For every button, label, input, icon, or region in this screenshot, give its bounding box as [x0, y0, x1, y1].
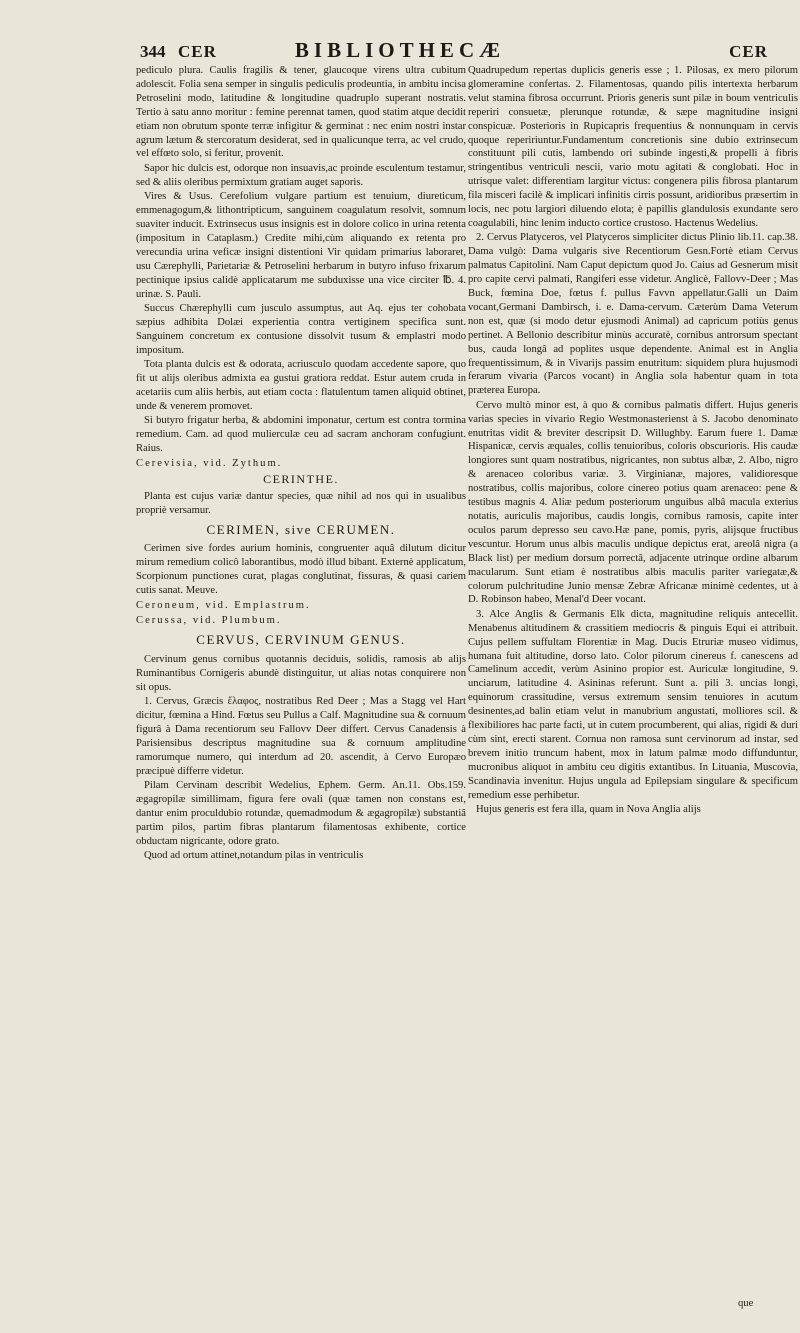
paragraph: 2. Cervus Platyceros, vel Platyceros simpliciter dictus Plinio lib.11. cap.38. Dama vulgò: Dama vulgaris sive Recentiorum Gesn.Fortè etiam Cervus palmatus Capitolini. Nam Caput depictum quod Jo. Caius ad Gesnerum misit pro capite cervi palmati, Rangiferi esse videtur. Anglicè, Fallovv-Deer ; Mas Buck, fœmina Doe, fœtus f. pullus Favvn appellatur.Galli un Daim vocant,Germani Dambirsch, i. e. Dama-cervum. Cæterùm Dama Veterum non est, quæ (si modo detur ejusmodi Animal) ad capricum potiùs genus pertinet. A Bellonio describitur minùs accuratè, cornibus antrorsum spectant bus, cauda longâ ad poplites usque dependente. Animal est in Anglia frequentissimum, & in Vivarijs passim enutritum: siquidem plura hujusmodi ferarum vivaria (Parcos vocant) in Anglia sola habentur quam in tota præterea Europa. [468, 232, 798, 397]
right-column [468, 64, 798, 817]
page-header [0, 0, 800, 62]
cross-reference: Ceroneum, vid. Emplastrum. [136, 600, 311, 612]
paragraph: 3. Alce Anglis & Germanis Elk dicta, magnitudine reliquis antecellit. Menabenus altitudinem & crassitiem mediocris & pinguis Equi ei attribuit. Cujus pellem suffultam Florentiæ in Mag. Ducis Etruriæ museo vidimus, humana fuit altitudine, dorso lato. Color pilorum cinereus f. canescens ad Camelinum accedit, verùm Asinino propior est. Auriculæ longitudine, 9. unciarum, latitudine 4. Asininas referunt. Sunt a. pili 3. uncias longi, equinorum crassitudine, versus extremum sensim tenuiores in acutum desinentes,ad balin etiam velut in manubrium angustati, molliores scil. & flexibiliores hac parte facti, ut in cutem procumberent, qui alias, rigidi & duri cùm sint, erecti starent. Cornua non ramosa sunt cervinorum ad instar, sed brevem initio truncum habent, mox in latum palmæ modo diffunduntur, mucronibus aliquot in ambitu ceu digitis extantibus. In Lituania, Muscovia, Scandinavia invenitur. Hujus ungula ad Epilepsiam singulare & specificum remedium esse perhibetur. [468, 608, 798, 801]
right-running-head: CER [729, 42, 768, 61]
running-title: BIBLIOTHECÆ [294, 38, 506, 62]
section-heading: CERVUS, CERVINUM GENUS. [196, 631, 406, 647]
paragraph: Cervo multò minor est, à quo & cornibus palmatis differt. Hujus generis varias species in vivario Regio Westmonasterienst à S. Jacobo denominato enutritas vidit & breviter descripsit D. Willughby. Earum fuere 1. Damæ Hispanicæ, cervis æquales, collis tenuioribus, coloris obscurioris. His caudæ longiores sunt quam nostratibus, nigricantes, non subtus albæ, 2. Albo, nigro & arenaceo coloribus variæ. 3. Virginianæ, majores, validioresque nostratibus, collis majoribus, colore cinereo potius quam arenaceo: pene & testibus magnis 4. Aliæ pedum posteriorum unguibus albâ macula exterius notatis, auriculis majoribus, caudis longis, cornibus ramosis, capite inter oculos parum depresso seu cavo.Hæ pane, pomis, pyris, alijsque fructibus vescuntur. Horum unus albis maculis undique depictus erat, areolâ nigra (a Black list) per medium dorsum porrectâ, adjacente utrinque ordine albarum macularum. Sunt etiam è nostratibus albis maculis pariter variegatæ,& colorum pulchritudine Junio mensæ Zebræ Africanæ minimè cedentes, ut à D. Robinson habeo, Menal'd Deer vocant. [468, 399, 798, 606]
page-number: 344 [140, 42, 166, 61]
paragraph: Cerimen sive fordes aurium hominis, congruenter aquâ dilutum dicitur mirum remedium colicô laborantibus, modò illud bibant. Externè applicatum, Scorpionum punctiones curat, plagas conglutinat, fissuras, & quasi cariem cutis sanat. Meuve. [136, 543, 466, 597]
cross-reference: Cerevisia, vid. Zythum. [136, 457, 283, 469]
left-running-head: CER [178, 42, 217, 61]
paragraph: Quadrupedum repertas duplicis generis esse ; 1. Pilosas, ex mero pilorum glomeramine confertas. 2. Filamentosas, quando pilis intertexta herbarum velut stamina fibrosa occurrunt. Prioris generis sunt pilæ in boum ventriculis reperiri consuetæ, plerunque rotundæ, & sæpe magnitudine insigni conspicuæ. Posterioris in Rupicapris frequentius & nonnunquam in cervis quoque repeririuntur.Fundamentum concretionis sine dubio extrinsecum constituunt pili cutis, lambendo ori subinde ingesti,& propelli à fibris stringentibus ventriculi nescii, vario motu agitati & conglobati. Hoc in utrisque valet: differentiam largitur victus: congenera pilis fibrosa plantarum fila miscerì facilè & implicari infinitis cirris possunt, aridioribus præsertim in locis, nec potu largiori diluendo elota; è papillis glandulosis exundante sero coagulabili, hinc lenim inducto cortice crustoso. Hactenus Wedelius. [468, 65, 798, 229]
left-column [136, 64, 466, 863]
paragraph: Succus Chærephylli cum jusculo assumptus, aut Aq. ejus ter cohobata sæpius adhibita Dolæi experientia contra vertiginem specifica sunt. Sanguinem concretum ex contusione dissolvit tusum & emplastri modo impositum. [136, 302, 466, 356]
paragraph: 1. Cervus, Græcis ἔλαφος, nostratibus Red Deer ; Mas a Stagg vel Hart dicitur, fœmina a Hind. Fœtus seu Pullus a Calf. Magnitudine sua & cornuum figurâ à Dama recentiorum seu Fallovv Deer differt. Cervus Canadensis à Parisiensibus descriptus magnitudine sua & cornuum amplitudine ramorumque numero, qui interdum ad 20. ascendit, à Cervo Europæo præcipuè differre videtur. [136, 695, 466, 777]
paragraph: Planta est cujus variæ dantur species, quæ nihil ad nos qui in usualibus propriè versamur. [136, 490, 466, 516]
section-heading: CERIMEN, sive CERUMEN. [206, 521, 396, 537]
paragraph: Vires & Usus. Cerefolium vulgare partium est tenuium, diureticum, emmenagogum,& lithontripticum, sanguinem coagulatum resolvit, somnum suaviter inducit. Extrinsecus usus insignis est in dolore colico in urina retenta (impositum in Cataplasm.) Credite mihi,cùm aliquando ex retenta pro verecundia urina veficæ insigni distentioni Vir quidam primarius laboraret, usu Cærephylli, Parietariæ & Petroselini herbarum in butyro infuso frixarum pectinique ipsius calidè applicatarum me subduxisse una vice circiter ℔. 4. urinæ. S. Pauli. [136, 191, 466, 300]
paragraph: Tota planta dulcis est & odorata, acriusculo quodam accedente sapore, quo fit ut alijs oleribus admixta ea gustui gratiora reddat. Estur autem cruda in acetariis cum aliis herbis, aut etiam cocta : flatulentum tamen aliquid obtinet, unde & venerem promovet. [136, 359, 466, 412]
paragraph: pediculo plura. Caulis fragilis & tener, glaucoque virens ultra cubitum adolescit. Folia sena semper in singulis pediculis prodeuntia, in ambitu incisa Petroselini modo, latitudine & longitudine quadruplo superant nostratis. Tertio à satu anno moritur : femine perennat tamen, quod statim atque decidit etiam non obrutum sponte terræ infigitur & germinat : nec enim nostri instar agrum lætum & stercoratum desiderat, sed in qualicunque terra, ac vel crudo, vel effœto solo, si feritur, provenit. [136, 65, 466, 160]
paragraph: Sapor hic dulcis est, odorque non insuavis,ac proinde esculentum testamur, sed & aliis oleribus permixtum gratiam auget saporis. [136, 162, 466, 188]
cross-reference: Cerussa, vid. Plumbum. [136, 614, 282, 626]
section-heading: CERINTHE. [263, 471, 339, 486]
paragraph: Quod ad ortum attinet,notandum pilas in ventriculis [144, 849, 364, 861]
paragraph: Cervinum genus cornibus quotannis deciduis, solidis, ramosis ab alijs Ruminantibus Cornigeris abundè distinguitur, ut alias notas conquirere non sit opus. [136, 653, 466, 693]
catchword: que [738, 1298, 754, 1309]
paragraph: Si butyro frigatur herba, & abdomini imponatur, certum est contra tormina remedium. Cam. ad quod mulierculæ ceu ad sacram anchoram confugiunt. Raius. [136, 415, 466, 454]
paragraph: Hujus generis est fera illa, quam in Nova Anglia alijs [476, 804, 701, 816]
paragraph: Pilam Cervinam describit Wedelius, Ephem. Germ. An.11. Obs.159. ægagropilæ simillimam, figura fere ovali (quæ tamen non constans est, dantur enim proculdubio rotundæ, quemadmodum & ægagropilæ) substantiâ partim pilos, partim fibras plantarum filamentosas exhibente, cortice obductam nigricante, odore grato. [136, 779, 466, 847]
